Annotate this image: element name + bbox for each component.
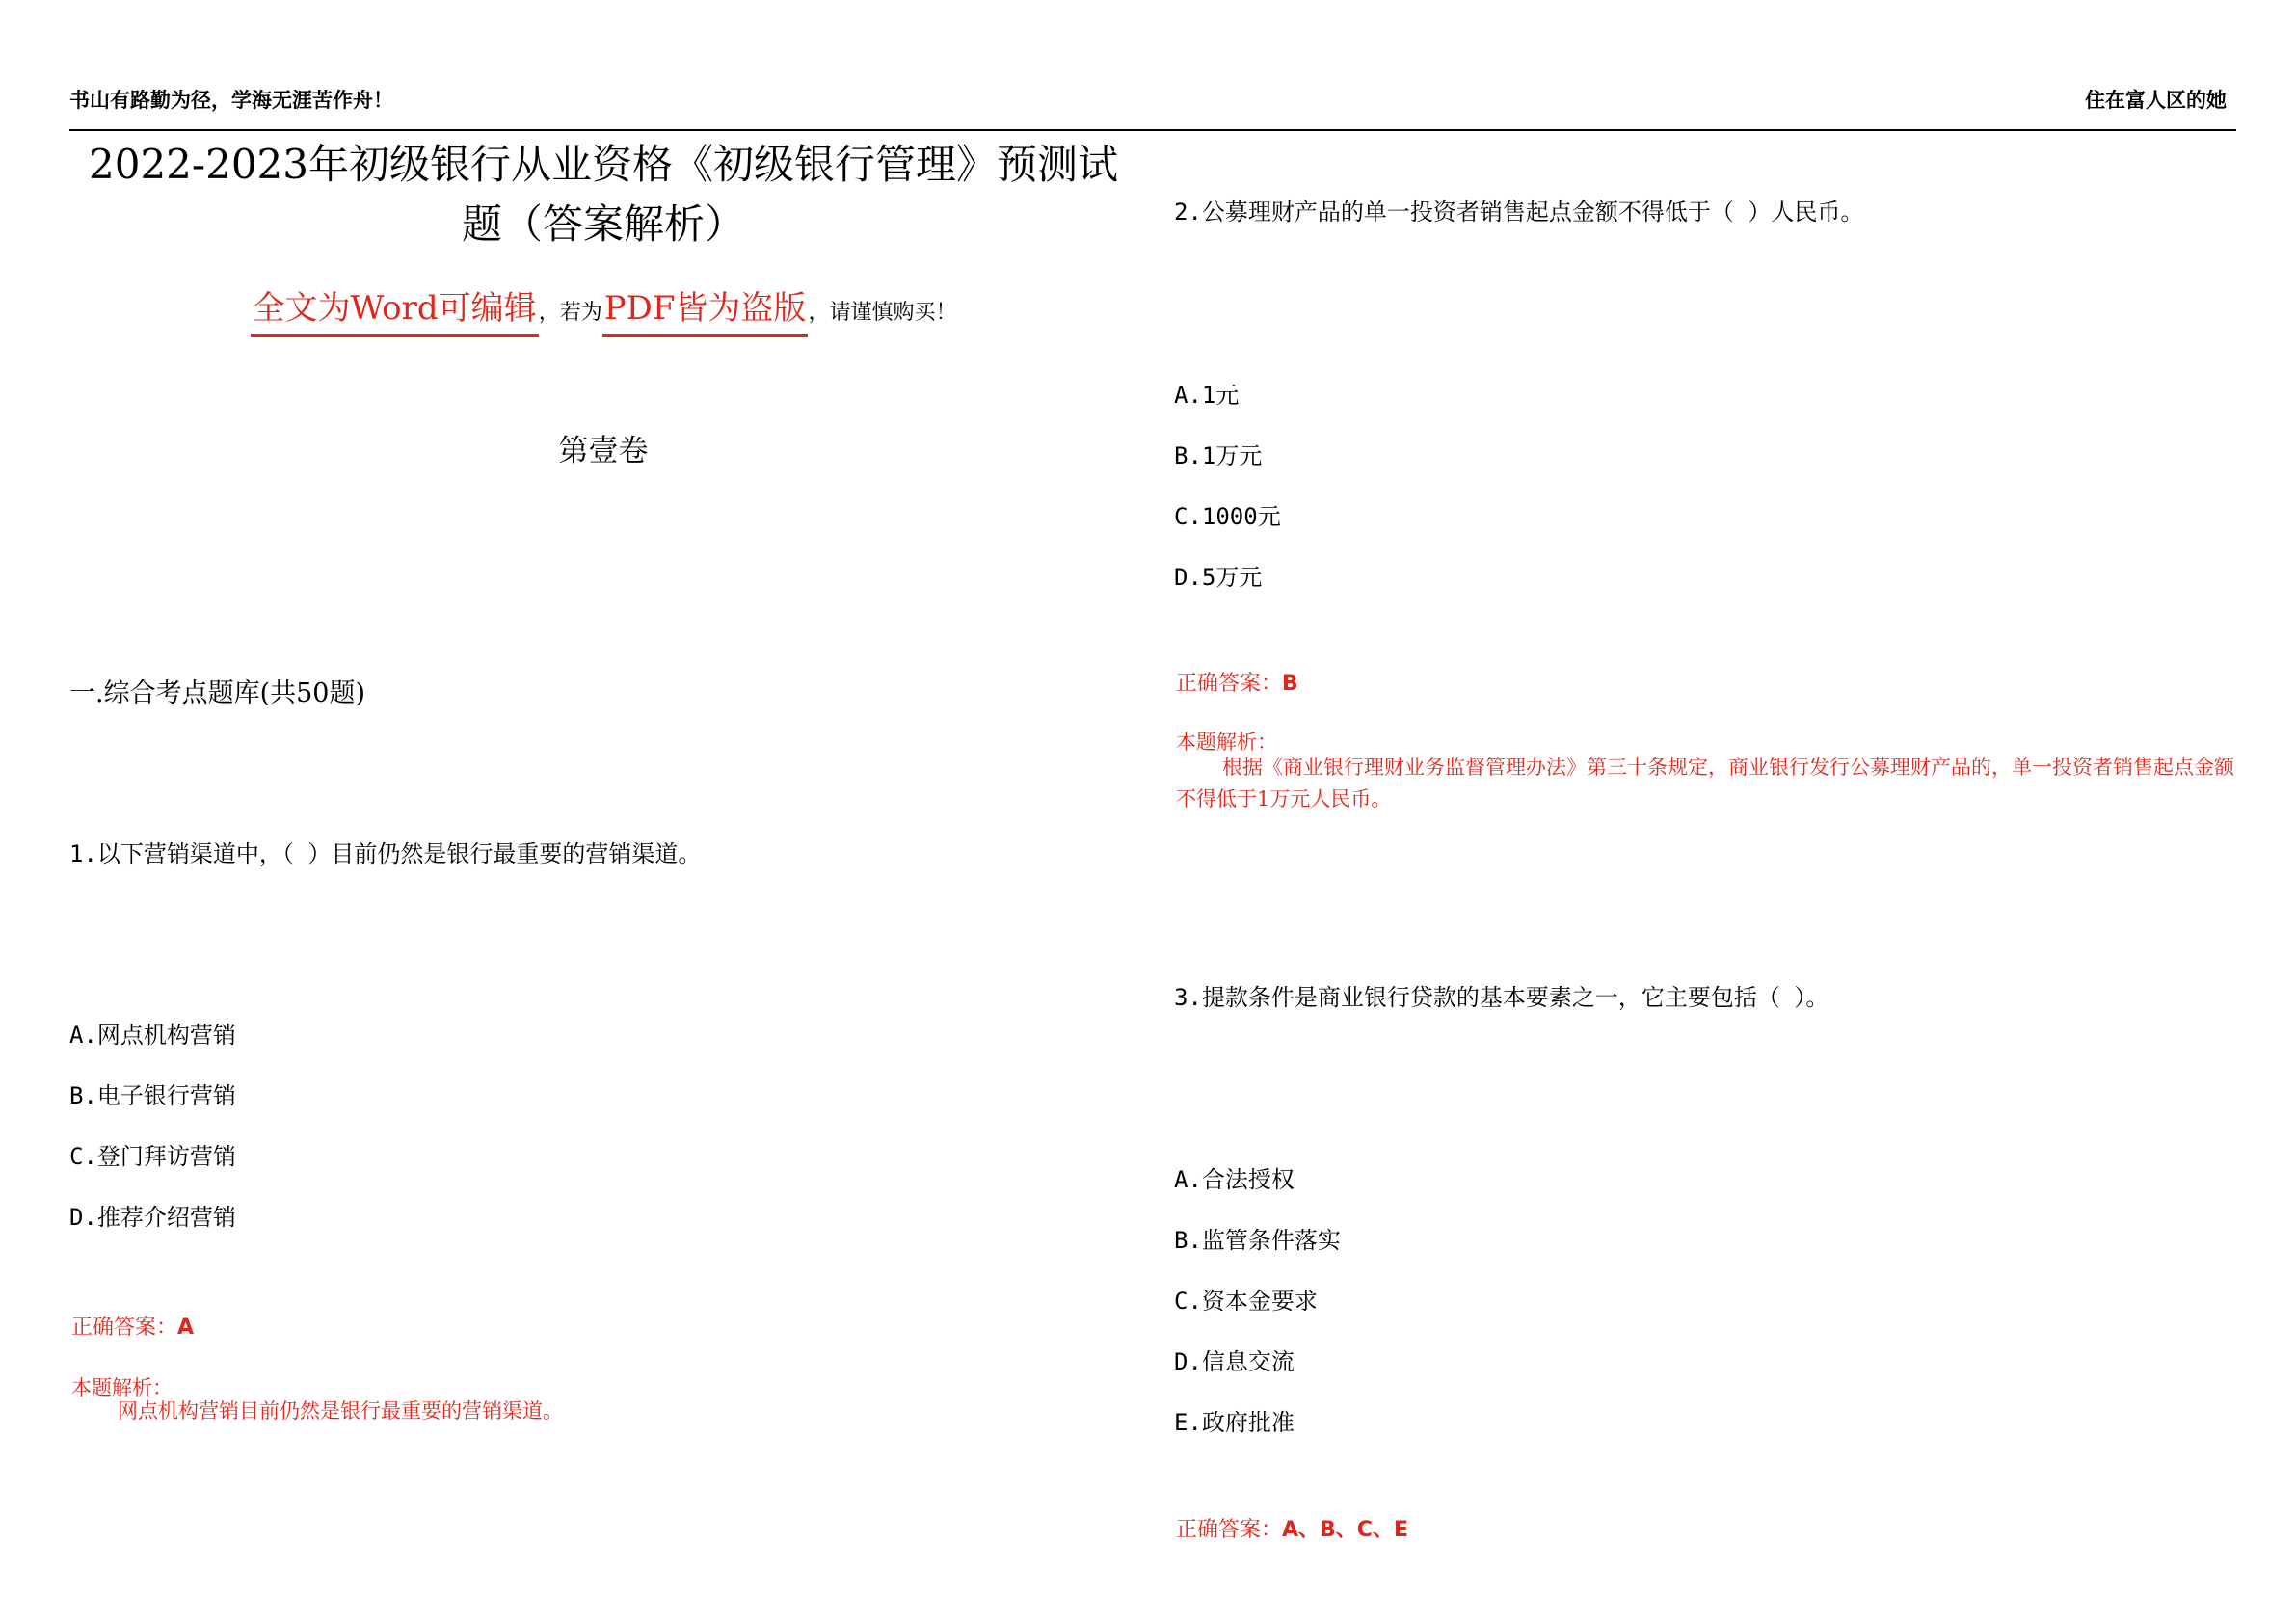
answer-label: 正确答案： (71, 1316, 178, 1340)
question-1-option-a: A.网点机构营销 (69, 1022, 236, 1049)
notice-pirated: PDF皆为盗版 (602, 281, 809, 337)
question-2-option-c: C.1000元 (1174, 503, 1281, 530)
notice-editable: 全文为Word可编辑 (251, 281, 539, 337)
question-1-answer (71, 1311, 194, 1341)
question-2-option-d: D.5万元 (1174, 564, 1263, 591)
answer-value: A、B、C、E (1282, 1518, 1408, 1542)
question-1-explanation-label: 本题解析： (71, 1376, 173, 1399)
question-1-option-b: B.电子银行营销 (69, 1082, 236, 1109)
question-1-explanation: 网点机构营销目前仍然是银行最重要的营销渠道。 (118, 1399, 563, 1423)
document-title: 2022-2023年初级银行从业资格《初级银行管理》预测试题（答案解析） (89, 141, 1118, 248)
question-2-explanation: 根据《商业银行理财业务监督管理办法》第三十条规定，商业银行发行公募理财产品的，单一投资者销售起点金额不得低于1万元人民币。 (1176, 756, 2234, 811)
question-1-option-c: C.登门拜访营销 (69, 1143, 236, 1170)
header-divider (69, 129, 2236, 131)
copyright-notice (69, 281, 1137, 337)
question-3-option-b: B.监管条件落实 (1174, 1227, 1341, 1254)
question-2-option-b: B.1万元 (1174, 442, 1263, 469)
question-3-option-c: C.资本金要求 (1174, 1288, 1318, 1315)
question-3-answer (1176, 1513, 1408, 1543)
notice-connector: ，若为 (538, 301, 602, 325)
question-1-stem: 1.以下营销渠道中，（ ）目前仍然是银行最重要的营销渠道。 (69, 840, 702, 867)
header-author: 住在富人区的她 (2085, 89, 2227, 112)
answer-label: 正确答案： (1176, 1518, 1283, 1542)
question-3-option-d: D.信息交流 (1174, 1348, 1295, 1375)
section-heading: 一.综合考点题库(共50题) (69, 678, 366, 708)
header-motto: 书山有路勤为径，学海无涯苦作舟！ (69, 89, 393, 112)
answer-label: 正确答案： (1176, 672, 1283, 696)
notice-warning: ，请谨慎购买！ (808, 301, 957, 325)
question-2-stem: 2.公募理财产品的单一投资者销售起点金额不得低于（ ）人民币。 (1174, 199, 1864, 226)
question-2-answer (1176, 667, 1298, 697)
question-2-option-a: A.1元 (1174, 382, 1240, 409)
question-3-option-e: E.政府批准 (1174, 1409, 1295, 1436)
question-2-explanation-label: 本题解析： (1176, 731, 1277, 754)
answer-value: B (1282, 672, 1298, 696)
question-3-stem: 3.提款条件是商业银行贷款的基本要素之一，它主要包括（ ）。 (1174, 984, 1829, 1011)
question-3-option-a: A.合法授权 (1174, 1166, 1295, 1193)
question-1-option-d: D.推荐介绍营销 (69, 1204, 236, 1231)
volume-heading: 第壹卷 (558, 434, 649, 468)
answer-value: A (177, 1316, 195, 1340)
